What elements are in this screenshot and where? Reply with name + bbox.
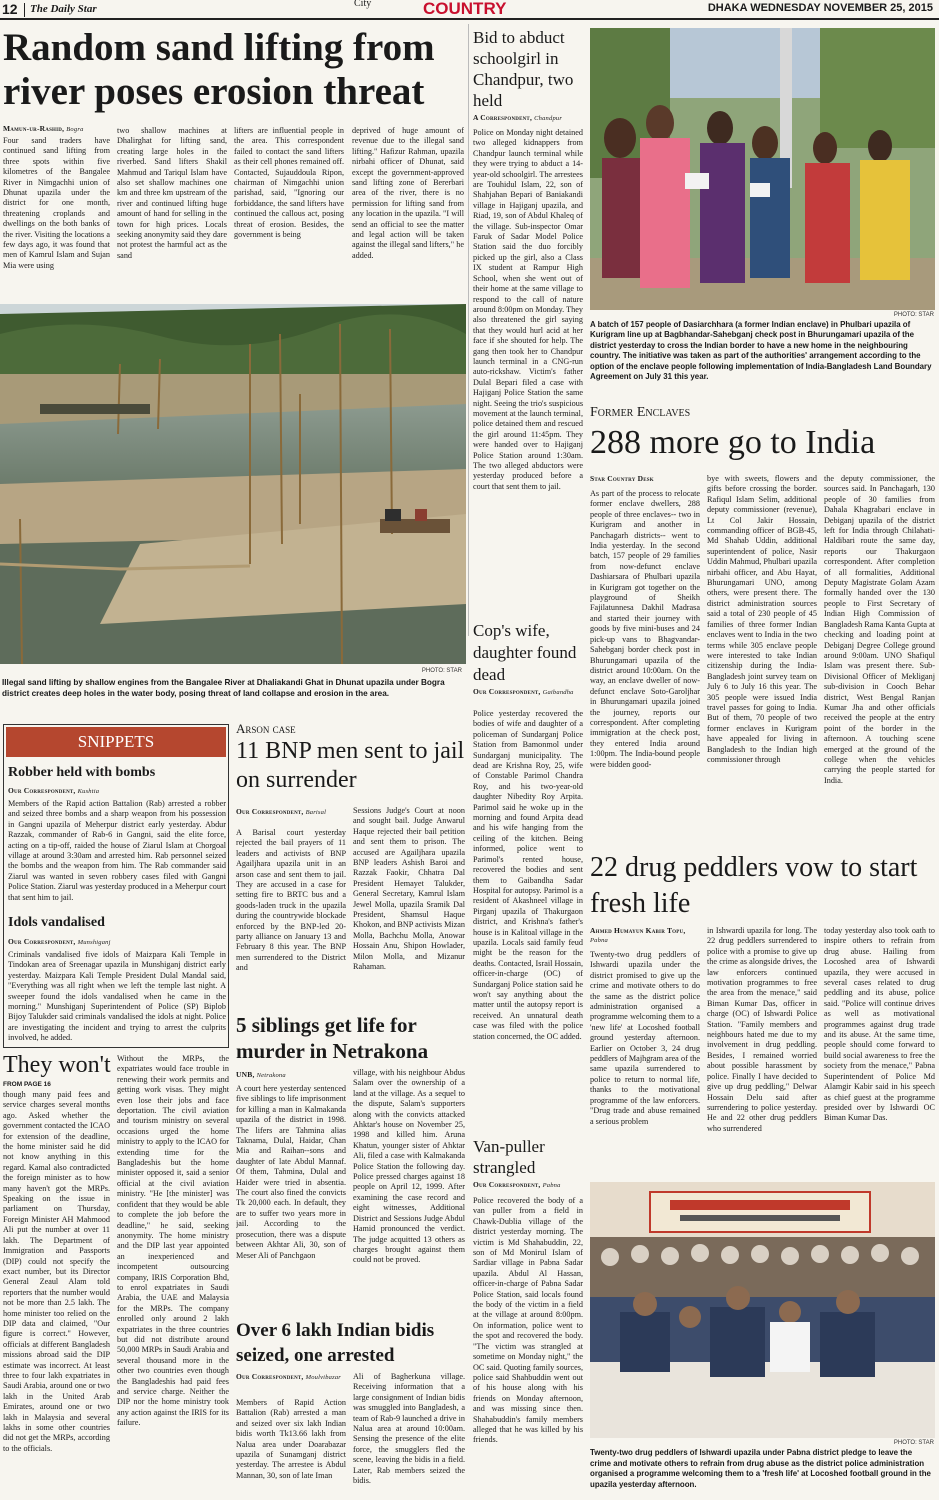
byline-place: Pabna <box>542 1182 561 1189</box>
river-photo-credit: PHOTO: STAR <box>421 668 462 674</box>
byline-name: Our Correspondent <box>473 687 539 696</box>
drug-headline: 22 drug peddlers vow to start fresh life <box>590 852 918 919</box>
theywont-col-2: Without the MRPs, the expatriates would face trouble in renewing their work permits and getting work visas. They might even lose their jobs and face deportation. The civil aviation and tourism ministry on several occasions urged the home ministry to apply to the ICAO for extending time for the Bangladeshis but the home minister opposed it, said a senior official at the civil aviation ministry. "He [the minister] was confident that they would be able to complete the job before the deadline," he said, seeking anonymity. The home ministry and the DIP last year appointed an inexperienced and incompetent outsourcing company, IRIS Corporation Bhd, to enrol expatriates in Saudi Arabia, the UAE and Malaysia for the MRPs. The company enrolled only around 2 lakh expatriates in the three countries but did not distribute around 50,000 MRPs in Saudi Arabia and several thousand more in the other two countries even though the Bangladeshis had paid fees and service charge. Neither the DIP nor the home ministry took any action against the IRIS for its failure. <box>117 1054 229 1428</box>
snippet-robber-body: Members of the Rapid action Battalion (Rab) arrested a robber and seized three bombs and a sharp weapon from his possession in Gangni upazila of Meherpur district early yesterday. Abdur Razzak, commander of Rab-6 in Gangni, said the elite force, acting on a tip-off, raided the house of Ziarul Islam at Chorgoal village at around 3:30am and arrested him. Rab personnel seized the bombs and the weapon from him. The Rab commander said Ziarul was wanted in seven robbery cases filed with Gangni Police Station. Ziarul was yesterday produced in a Meherpur court that sent him to jail. <box>8 799 226 902</box>
page-number: 12 <box>2 1 18 17</box>
vanpuller-byline: Our Correspondent, Pabna <box>473 1180 561 1189</box>
byline-name: Mamun-ur-Rashid <box>3 124 63 133</box>
copswife-byline: Our Correspondent, Gaibandha <box>473 687 574 696</box>
lead-col-3: lifters are influential people in the area. This correspondent failed to contact the sand lifters as their cell phones remained off. Contacted, Sujauddoula Ripon, chairman of Nimgachhi union parishad, said, "Ignoring our forbiddance, the sand lifters have continued the callous act, posing threat of erosion. Besides, the government is being <box>234 126 344 240</box>
snippet-robber-byline: Our Correspondent, Kushtia <box>8 786 100 795</box>
bidis-col-2: Ali of Bagherkuna village. Receiving information that a large consignment of Indian bidis was smuggled into Bangladesh, a team of Rab-9 launched a drive in Nalua area at around 10:00am. Sensing the presence of the elite force, the smugglers fled the scene, leaving the bidis in a field. Later, Rab members seized the bidis. <box>353 1372 465 1486</box>
byline-place: Bogra <box>66 126 84 133</box>
byline-place: Barisal <box>305 809 327 816</box>
snippets-box <box>3 724 229 1048</box>
abduct-byline: A Correspondent, Chandpur <box>473 113 563 122</box>
drug-peddlers-programme-image <box>590 1182 935 1438</box>
section-small: City <box>354 0 372 9</box>
lead-col-2: two shallow machines at Dhalirghat for lifting sand, creating large holes in the riverbed. Sand lifters Shakil Mahmud and Tariqul Islam have also set shallow machines one km and three km upstream of the river and continued lifting huge amount of hand for selling in the town for high prices. Locals seeking anonymity said they dare not protest the harmful act as the sand <box>117 126 227 260</box>
copswife-headline: Cop's wife, daughter found dead <box>473 621 577 684</box>
byline-name: Ahmed Humayun Kabir Topu <box>590 926 684 935</box>
abduct-headline: Bid to abduct schoolgirl in Chandpur, two held <box>473 28 574 110</box>
byline-place: Chandpur <box>534 115 563 122</box>
byline-name: Our Correspondent <box>236 1372 302 1381</box>
drug-photo-caption: Twenty-two drug peddlers of Ishwardi upazila under Pabna district pledge to leave the crime and motivate others to refrain from drug abuse as the district police administration organised a programme welcoming them to a 'fresh life' at Locoshed football ground in the upazila yesterday afternoon. <box>590 1448 931 1489</box>
enclaves-col-2: bye with sweets, flowers and gifts before crossing the border. Rafiqul Islam Selim, additional deputy commissioner (revenue), Lt Col Jakir Hossain, commanding officer of BGB-45, Md Shahab Uddin, additional superintendent of police, Nasir Uddin Mahmud, Phulbari upazila nirbahi officer, and Abu Hayat, Bhurungamari UNO, among others, were present there. The district administration sources said a total of 230 people of 45 families of three former Indian enclaves went to India in the two terms while 305 enclave people were interested to take Indian citizenship during the India-Bangladesh joint survey team on July 6 to July 16 this year. The 305 people were issued India travel passes for going to India. But of them, 70 people of two former enclaves in Kurigram have appealed for living in Bangladesh to the Indian high commissioner through <box>707 474 817 764</box>
byline-place: Kushtia <box>77 788 100 795</box>
vanpuller-body: Police recovered the body of a van puller from a field in Chawk-Dublia village of the district yesterday morning. The victim is Md Shahabuddin, 22, son of Md Monirul Islam of Sardiar village in Pabna Sadar upazila. Abdul Al Hassan, officer-in-charge of Pabna Sadar Police Station, said locals found the body of the victim in a field at the village at around 8:00pm. On information, police went to the spot and recovered the body. "The victim was strangled at sometime on Monday night," the OC said. Quoting family sources, police said Shahbuddin went out of his house along with his friends on Monday afternoon, and was missing since then. Shahabuddin's family members alleged that he was killed by his friends. <box>473 1196 583 1445</box>
byline-place: Netrakona <box>256 1072 286 1079</box>
theywont-headline: They won't <box>3 1052 111 1078</box>
byline-name: Our Correspondent <box>8 786 74 795</box>
river-photo <box>0 304 466 664</box>
bidis-byline: Our Correspondent, Moulvibazar <box>236 1372 341 1381</box>
snippet-idols-byline: Our Correspondent, Munshiganj <box>8 937 111 946</box>
byline-place: Pabna <box>590 937 608 944</box>
theywont-col-1: though many paid fees and service charges several months ago. Asked whether the government contacted the ICAO for extension of the deadline, the home minister said he did not know anything in this regard. Kamal also contradicted the foreign minister as to how many haven't got the MRPs. Speaking on the issue in parliament on Thursday, Foreign Minister AH Mahmood Ali put the number at over 11 lakh. The Department of Immigration and Passports (DIP) could not specify the exact number, but its Director General Zeaul Alam told reporters that the number would not be more than 2.5 lakh. The home minister too relied on the DIP data and claimed, "Our figure is correct." However, officials at different Bangladesh missions abroad said the DIP estimate was incorrect. At least three to four lakh expatriates in Saudi Arabia, around one or two lakh in the United Arab Emirates, around one or two lakh in Malaysia and several lakhs in some other countries did not get the MRPs, according to the officials. <box>3 1090 110 1453</box>
siblings-byline: UNB, Netrakona <box>236 1070 286 1079</box>
river-photo-caption: Illegal sand lifting by shallow engines from the Bangalee River at Dhaliakandi Ghat in Dhunat upazila under Bogra district creates deep holes in the water body, posing threat of land collapse and erosion in the area. <box>2 678 445 698</box>
enclaves-col-1: As part of the process to relocate former enclave dwellers, 288 people of three enclaves-- two in Kurigram and another in Panchagarh districts-- went to India yesterday. In the second batch, 157 people of 29 families from now-defunct enclave Dashiarsara of Phulbari upazila in Kurigram got together on the playground of Sheikh Fajilatunnesa Dakhil Madrasa and started their journey with goods by five mini-buses and 24 pick-up vans to Bhagvandar-Sahebganj border check post in Bhurungamari upazila of the district around 10:00am. On the way, an enclave dweller of now-defunct enclave Soto-Garoljhar in Bhurungamari upazila joined the journey, reports our correspondent. After completing immigration at the check post, they entered India around 1:00pm. The India-bound people were bidden good- <box>590 489 700 769</box>
lead-col-4: deprived of huge amount of revenue due to the illegal sand lifting." Hafizur Rahman, upazila nirbahi officer of Dhunat, said except the government-approved sand lifting zone of Bererbari area of the river, there is no permission for lifting sand from any location in the upazila. "I will send an official to see the matter and legal action will be taken against the illegal sand lifters," he added. <box>352 126 464 260</box>
byline-place: Moulvibazar <box>305 1374 341 1381</box>
dateline: DHAKA WEDNESDAY NOVEMBER 25, 2015 <box>707 2 933 14</box>
enclaves-headline: 288 more go to India <box>590 424 876 461</box>
bnp-col-1: A Barisal court yesterday rejected the bail prayers of 11 leaders and activists of BNP Agailjhara upazila unit in an arson case and sent them to jail. They are accused in a case for setting fire to BRTC bus and a goods-laden truck in the upazila during the countrywide blockade enforced by the BNP-led 20-party alliance on January 13 and February 8 this year. The BNP men surrendered to the District and <box>236 828 346 973</box>
drug-col-1: Twenty-two drug peddlers of Ishwardi upazila under the district promised to give up the crime and motivate others to do the same as the district police administration organised a programme welcoming them to a 'new life' at Locoshed football ground yesterday afternoon. Earlier on October 3, 24 drug peddlers of Majhgram area of the same upazila surrendered to police to return to normal life, thanks to the motivational programme of the law enforcers. "Drug trade and abuse remained a serious problem <box>590 950 700 1126</box>
byline-name: Our Correspondent <box>236 807 302 816</box>
bidis-headline: Over 6 lakh Indian bidis seized, one arrested <box>236 1320 435 1366</box>
bnp-byline: Our Correspondent, Barisal <box>236 807 327 816</box>
snippet-idols-headline: Idols vandalised <box>8 915 105 930</box>
abduct-body: Police on Monday night detained two alleged kidnappers from Chandpur launch terminal while they were trying to abduct a 14-year-old schoolgirl. The arrestees are Touhidul Islam, 22, son of Shahjahan Bepari of Baniakandi village in Hajiganj upazila, and Riad, 19, son of Abdul Khaleq of the village. Sub-inspector Omar Faruk of Sadar Model Police Station said the duo forcibly picked up the girl, also a Class IX student at Rampur High School, when she went out of their home at the same village to respond to the call of nature around 8:00pm on Monday. They also threatened the girl saying that they would hurl acid at her face if she shouted for help. The gang then took her to Chandpur launch terminal in a CNG-run auto-rickshaw. Victim's father Dulal Bepari filed a case with Hajiganj Police Station the same night. Seeing the trio's suspicious movement at the launch terminal, police detained them and rescued the girl around 11:45pm. They were handed over to Hajiganj Police Station around 1:30am. The two alleged abductors were yesterday produced before a court that sent them to jail. <box>473 128 583 491</box>
byline-place: Gaibandha <box>542 689 574 696</box>
byline-name: Our Correspondent <box>8 937 74 946</box>
snippet-idols-body: Criminals vandalised five idols of Maizpara Kali Temple in Tindokan area of Sreenagar upazila in Munshiganj district early yesterday. Maizpara Kali Temple President Dulal Mandal said, "Everything was all right when we left the temple last night. A sweeper found the idols vandalised when he came in the morning." Munshiganj Superintendent of Police (SP) Biplob Bijoy Talukder said criminals vandalised the idols at night. Police are investigating the incident and trying to arrest the culprits involved, he added. <box>8 950 226 1043</box>
snippet-robber-headline: Robber held with bombs <box>8 765 156 780</box>
lead-col-1: Four sand traders have continued sand lifting from three spots within five kilometres of the Bangalee River in Nimgachhi union of Dhunat upazila under the district for one month, threatening croplands and dwellings on the both banks of the river. Visiting the locations a few days ago, it was found that men of Kamrul Islam and Sujan Mia were using <box>3 136 110 270</box>
enclaves-col-3: the deputy commissioner, the sources said. In Panchagarh, 130 people of 30 families from Dahala Khagrabari enclave in Debiganj upazila of the district left for India through Chilahati-Haldibari route the same day, reports our Thakurgaon correspondent. After completion of all formalities, Additional Deputy Magistrate Golam Azam formally handed over the 130 people to First Secretary of Indian High Commission of Bangladesh Rama Kanta Gupta at checking and loading point at Debiganj Degree College ground around 9:00am. UNO Shafiqul Islam was present there. Sub-Divisional Officer of Mekliganj sub-division in Cooch Behar district, West Bengal Ranjan Kumar Jha and other officials received the people at the entry point of the border in the afternoon. A touching scene emerged at the ground of the college when the vehicles carrying the people started for India. <box>824 474 935 785</box>
vanpuller-headline: Van-puller strangled <box>473 1137 545 1177</box>
enclave-people-queue-image <box>590 28 935 310</box>
enclaves-byline: Star Country Desk <box>590 474 654 483</box>
byline-name: UNB <box>236 1070 253 1079</box>
masthead <box>0 0 939 20</box>
theywont-jump: FROM PAGE 16 <box>3 1081 51 1088</box>
bnp-col-2: Sessions Judge's Court at noon and sought bail. Judge Anwarul Haque rejected their bail petition and sent them to prison. The accused are Agailjhara upazila BNP leaders Ashish Baroi and Razzak Faokir, Chhatra Dal President Hemayet Talukder, General Secretary, Kamrul Islam Jewel Molla, upazila Sramik Dal President, Shamsul Haque Khokon, and BNP activists Mizan Molla, Bachchu Molla, Anowar Hossain Anu, Shipon Howlader, Milon Molla, and Mizanur Rahaman. <box>353 806 465 972</box>
drug-photo <box>590 1182 935 1438</box>
drug-col-3: today yesterday also took oath to inspire others to refrain from drug abuse. Hailing from Locoshed area of Ishwardi upazila, they were accused in several cases related to drug peddling and its abuse, police said. "Police will continue drives as well as motivational programmes against drug trade and its abuse. At the same time, people should come forward to build social awareness to free the society from the menace," Pabna Superintendent of Police Md Alamgir Kabir said in his speech as chief guest at the programme presided over by Ishwardi OC Biman Kumar Das. <box>824 926 935 1123</box>
section-name: COUNTRY <box>423 0 507 18</box>
drug-col-2: in Ishwardi upazila for long. The 22 drug peddlers surrendered to police with a promise to give up the crime as alongside drives, the law enforcers continued motivation programmes to free the area from the menace," said Biman Kumar Das, officer in charge (OC) of Ishwardi Police Station. "Family members and neighbours hated me due to my involvement in drug peddling. Besides, I remained worried about possible harassment by police. Finally I have decided to give up drug peddling," Delwar Hossain Delu said after surrendering to police yesterday. He and 22 other drug peddlers who surrendered <box>707 926 817 1133</box>
column-rule <box>468 24 469 636</box>
snippets-title: SNIPPETS <box>6 727 226 757</box>
enclave-photo-caption: A batch of 157 people of Dasiarchhara (a former Indian enclave) in Phulbari upazila of Kurigram line up at Bagbhandar-Sahebganj check post in Bhurungamari upazila of the district yesterday to cross the Indian border to have a new home in the neighbouring country. The initiative was taken as part of the authorities' arrangement according to the option of the enclave people following implementation of India-Bangladesh Land Boundary Agreement on July 31 this year. <box>590 320 932 382</box>
bidis-col-1: Members of Rapid Action Battalion (Rab) arrested a man and seized over six lakh Indian bidis worth Tk13.66 lakh from Nalua area under Doarabazar upazila of Sunamganj district yesterday. The arrestee is Abdul Mannan, 30, son of late Iman <box>236 1398 346 1480</box>
byline-name: Our Correspondent <box>473 1180 539 1189</box>
drug-photo-credit: PHOTO: STAR <box>893 1440 934 1446</box>
enclave-photo <box>590 28 935 310</box>
masthead-divider <box>24 3 25 17</box>
bnp-headline: 11 BNP men sent to jail on surrender <box>236 738 465 793</box>
copswife-body: Police yesterday recovered the bodies of wife and daughter of a policeman of Sundarganj Police Station from Bamonmol under Sundarganj municipality. The dead are Krishna Roy, 25, wife of Constable Parimol Chandra Roy, and his two-year-old daughter Nibedity Roy Arpita. Parimol said he woke up in the morning and found Arpita dead and his wife hanging from the ceiling of the kitchen. Being informed, police went to Parimol's rented house, recovered the bodies and sent them to Gaibandha Sadar Hospital for autopsy. Parimol is a resident of Akashneel village in Pirganj upazila of Thakurgaon district, and Krishna's father's house is in Kalitoal village in the upazila. Locals said family feud might be the reason for the deaths. Contacted, Israil Hossain, officer-in-charge (OC) of Sundarganj Police station said he won't say anything about the matter until the autopsy report is received. An unnatural death case was filed with the police station concerned, the OC added. <box>473 709 583 1041</box>
enclaves-kicker: Former Enclaves <box>590 405 691 420</box>
paper-name: The Daily Star <box>30 3 97 15</box>
drug-byline: Ahmed Humayun Kabir Topu, Pabna <box>590 926 686 944</box>
siblings-col-2: village, with his neighbour Abdus Salam over the ownership of a land at the village. As a sequel to the dispute, Salam's supporters along with the convicts attacked Ahktar's house on November 25, 1998 and killed him. Aruna Khatun, younger sister of Ahktar Ali, filed a case with Kalmakanda Police Station the following day. Police pressed charges against 18 people on April 12, 1999. After examining the case record and eight witnesses, Additional District and Sessions Judge Abdul Hamid pronounced the verdict. The judge acquitted 13 others as charges brought against them could not be proved. <box>353 1068 465 1265</box>
enclave-photo-credit: PHOTO: STAR <box>893 312 934 318</box>
byline-name: A Correspondent <box>473 113 530 122</box>
siblings-col-1: A court here yesterday sentenced five siblings to life imprisonment for killing a man in Kalmakanda upazila of the district in 1998. The lifers are Tahmina alias Taknama, Dulal, Haidar, Chan Mia and Raihan--sons and daughter of late Abdul Mannaf. Of them, Tahmina, Dulal and Haider were tried in absentia. The court also fined the convicts Tk 20,000 each. In default, they are to suffer two years more in jail. According to the prosecution, there was a dispute between Akhtar Ali, 30, son of Meser Ali of Panchgaon <box>236 1084 346 1260</box>
bnp-kicker: Arson case <box>236 721 296 736</box>
lead-headline: Random sand lifting from river poses erosion threat <box>3 26 435 113</box>
siblings-headline: 5 siblings get life for murder in Netrakona <box>236 1013 429 1063</box>
byline-place: Munshiganj <box>77 939 111 946</box>
lead-byline: Mamun-ur-Rashid, Bogra <box>3 124 84 133</box>
sand-lifting-river-image <box>0 304 466 664</box>
